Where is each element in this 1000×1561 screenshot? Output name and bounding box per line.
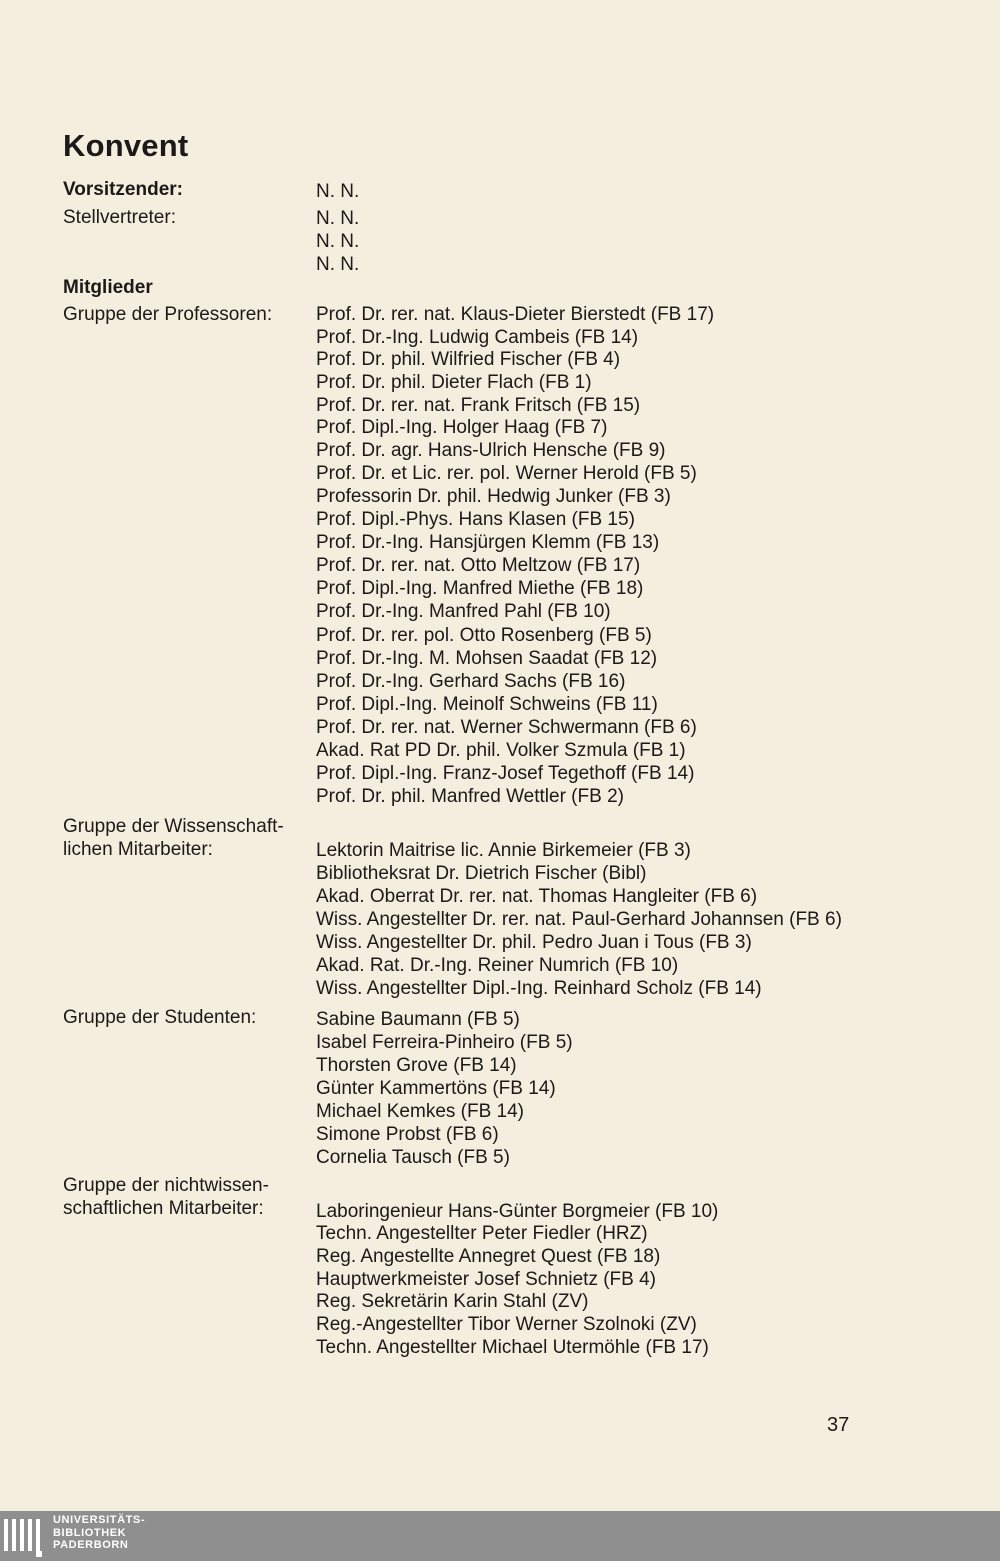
list-item: Prof. Dipl.-Phys. Hans Klasen (FB 15) [316,509,635,530]
list-item: Prof. Dr. phil. Wilfried Fischer (FB 4) [316,349,621,370]
library-name-line: BIBLIOTHEK [53,1526,127,1539]
library-name [53,1514,145,1552]
list-item: Sabine Baumann (FB 5) [316,1009,520,1030]
section-title: Konvent [63,128,189,163]
list-item: Wiss. Angestellter Dr. rer. nat. Paul-Gerhard Johannsen (FB 6) [316,909,842,930]
library-name-line: PADERBORN [53,1539,129,1551]
list-item: Prof. Dr.-Ing. Ludwig Cambeis (FB 14) [316,327,639,348]
list-item: Prof. Dipl.-Ing. Franz-Josef Tegethoff (FB 14) [316,763,695,784]
list-item: Akad. Rat PD Dr. phil. Volker Szmula (FB 1) [316,740,686,761]
list-item: Techn. Angestellter Peter Fiedler (HRZ) [316,1223,648,1244]
library-bars-icon [2,1515,46,1559]
list-item: Cornelia Tausch (FB 5) [316,1147,510,1168]
list-item: Wiss. Angestellter Dipl.-Ing. Reinhard Scholz (FB 14) [316,978,762,999]
list-item: Bibliotheksrat Dr. Dietrich Fischer (Bibl) [316,863,647,884]
list-item: Prof. Dr. phil. Manfred Wettler (FB 2) [316,786,624,807]
non-scientific-staff-label: schaftlichen Mitarbeiter: [63,1198,264,1219]
list-item: Lektorin Maitrise lic. Annie Birkemeier (FB 3) [316,840,691,861]
list-item: Akad. Rat. Dr.-Ing. Reiner Numrich (FB 10) [316,955,679,976]
list-item: Prof. Dr. rer. nat. Frank Fritsch (FB 15) [316,395,641,416]
list-item: Prof. Dr. et Lic. rer. pol. Werner Herold (FB 5) [316,463,697,484]
chair-label: Vorsitzender: [63,179,184,200]
scientific-staff-label: lichen Mitarbeiter: [63,839,213,860]
list-item: Prof. Dr.-Ing. Gerhard Sachs (FB 16) [316,671,626,692]
list-item: Prof. Dr. rer. nat. Werner Schwermann (FB 6) [316,717,697,738]
deputy-label: Stellvertreter: [63,207,176,228]
students-label: Gruppe der Studenten: [63,1007,257,1028]
list-item: Prof. Dipl.-Ing. Manfred Miethe (FB 18) [316,578,644,599]
library-name-line: UNIVERSITÄTS- [53,1514,146,1526]
deputy-value: N. N. [316,254,360,275]
list-item: Techn. Angestellter Michael Utermöhle (FB 17) [316,1337,709,1358]
list-item: Prof. Dr. phil. Dieter Flach (FB 1) [316,372,592,393]
non-scientific-staff-label: Gruppe der nichtwissen- [63,1175,269,1196]
list-item: Laboringenieur Hans-Günter Borgmeier (FB 10) [316,1201,719,1222]
page-number: 37 [827,1414,850,1436]
members-heading: Mitglieder [63,277,153,298]
list-item: Akad. Oberrat Dr. rer. nat. Thomas Hangleiter (FB 6) [316,886,758,907]
library-footer-bar [0,1511,1000,1561]
list-item: Professorin Dr. phil. Hedwig Junker (FB 3) [316,486,671,507]
list-item: Reg.-Angestellter Tibor Werner Szolnoki (ZV) [316,1314,697,1335]
deputy-value: N. N. [316,208,360,229]
list-item: Günter Kammertöns (FB 14) [316,1078,556,1099]
list-item: Simone Probst (FB 6) [316,1124,499,1145]
list-item: Prof. Dr. agr. Hans-Ulrich Hensche (FB 9) [316,440,666,461]
list-item: Prof. Dr.-Ing. Hansjürgen Klemm (FB 13) [316,532,660,553]
list-item: Prof. Dipl.-Ing. Holger Haag (FB 7) [316,417,608,438]
list-item: Prof. Dr.-Ing. Manfred Pahl (FB 10) [316,601,611,622]
list-item: Michael Kemkes (FB 14) [316,1101,525,1122]
list-item: Isabel Ferreira-Pinheiro (FB 5) [316,1032,573,1053]
list-item: Prof. Dipl.-Ing. Meinolf Schweins (FB 11) [316,694,658,715]
professors-label: Gruppe der Professoren: [63,304,273,325]
deputy-value: N. N. [316,231,360,252]
list-item: Prof. Dr. rer. pol. Otto Rosenberg (FB 5) [316,625,652,646]
list-item: Prof. Dr. rer. nat. Klaus-Dieter Bierstedt (FB 17) [316,304,715,325]
list-item: Thorsten Grove (FB 14) [316,1055,517,1076]
list-item: Wiss. Angestellter Dr. phil. Pedro Juan i Tous (FB 3) [316,932,752,953]
list-item: Reg. Angestellte Annegret Quest (FB 18) [316,1246,661,1267]
list-item: Hauptwerkmeister Josef Schnietz (FB 4) [316,1269,657,1290]
scientific-staff-label: Gruppe der Wissenschaft- [63,816,284,837]
list-item: Prof. Dr. rer. nat. Otto Meltzow (FB 17) [316,555,641,576]
list-item: Reg. Sekretärin Karin Stahl (ZV) [316,1291,589,1312]
chair-value: N. N. [316,181,360,202]
list-item: Prof. Dr.-Ing. M. Mohsen Saadat (FB 12) [316,648,658,669]
